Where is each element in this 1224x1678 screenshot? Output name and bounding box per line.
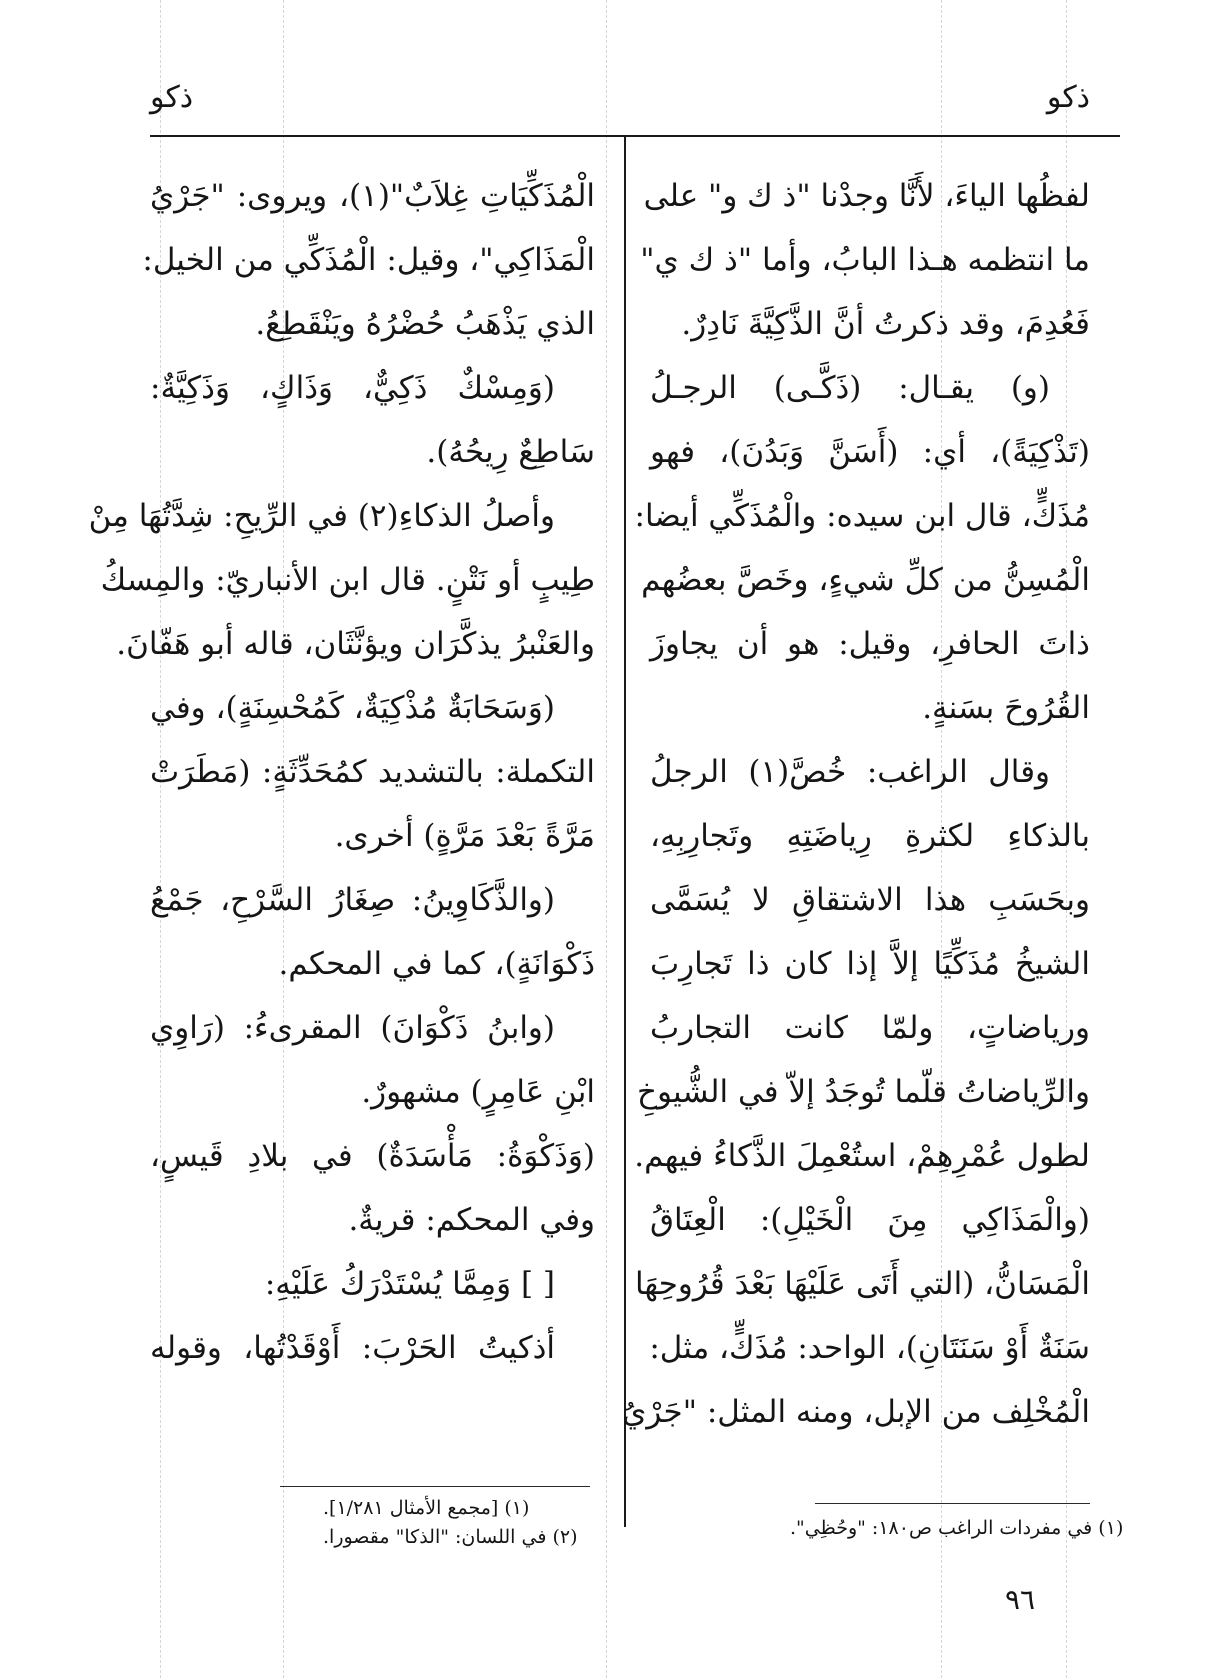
text-line: (وَذَكْوَةُ: مَأْسَدَةٌ) في بلادِ قَيسٍ، — [150, 1138, 595, 1174]
text-line: التكملة: بالتشديد كمُحَدِّثَةٍ: (مَطَرَتْ — [150, 754, 595, 790]
text-line: والعَنْبرُ يذكَّرَان ويؤنَّثَان، قاله أبو هَفّانَ. — [116, 626, 595, 662]
column-divider — [624, 137, 626, 1527]
text-line: (و) يقـال: (ذَكَّـى) الرجـلُ — [650, 370, 1050, 406]
text-line: الشيخُ مُذَكِّيًا إلاَّ إذا كان ذا تَجارِبَ — [650, 946, 1090, 982]
text-line: وقال الراغب: خُصَّ(١) الرجلُ — [650, 754, 1050, 790]
text-line: (وابنُ ذَكْوَانَ) المقرىءُ: (رَاوِي — [150, 1010, 555, 1046]
text-line: الْمَذَاكِي"، وقيل: الْمُذَكِّي من الخيل: — [142, 242, 595, 278]
text-line: لفظُها الياءَ، لأَنَّا وجدْنا "ذ ك و" على — [643, 178, 1090, 214]
text-line: طِيبٍ أو نَتْنٍ. قال ابن الأنباريّ: والمِسكُ — [100, 562, 595, 598]
text-line: (تَذْكِيَةً)، أي: (أَسَنَّ وَبَدُنَ)، فهو — [650, 434, 1090, 470]
text-line: (والْمَذَاكِي مِنَ الْخَيْلِ): الْعِتَاقُ — [650, 1202, 1090, 1238]
text-line: سَاطِعٌ رِيحُهُ). — [426, 434, 595, 470]
footnote-rule — [815, 1503, 1090, 1504]
text-line: وبحَسَبِ هذا الاشتقاقِ لا يُسَمَّى — [650, 882, 1090, 918]
footnote: (١) [مجمع الأمثال ١/٢٨١]. — [323, 1497, 530, 1519]
left-column — [88, 164, 596, 1380]
text-line: ورياضاتٍ، ولمّا كانت التجاربُ — [650, 1010, 1090, 1046]
text-line: ابْنِ عَامِرٍ) مشهورٌ. — [361, 1074, 595, 1110]
header-rule — [150, 135, 1120, 137]
text-line: [ ] وَمِمَّا يُسْتَدْرَكُ عَلَيْهِ: — [264, 1266, 555, 1302]
footnote: (٢) في اللسان: "الذكا" مقصورا. — [323, 1526, 578, 1548]
text-line: مُذَكٍّ، قال ابن سيده: والْمُذَكِّي أيضا: — [634, 498, 1090, 534]
running-head-right: ذكو — [1046, 80, 1090, 115]
text-line: وأصلُ الذكاءِ(٢) في الرِّيحِ: شِدَّتُهَا مِنْ — [88, 498, 555, 534]
text-line: لطول عُمْرِهِمْ، استُعْمِلَ الذَّكاءُ فيهم. — [634, 1138, 1090, 1174]
text-line: وفي المحكم: قريةٌ. — [348, 1202, 595, 1238]
page-number: ٩٦ — [1005, 1583, 1036, 1616]
footnote: (١) في مفردات الراغب ص١٨٠: "وحُظِي". — [790, 1517, 1124, 1539]
text-line: بالذكاءِ لكثرةِ رِياضَتِهِ وتَجارِبِهِ، — [650, 818, 1090, 854]
text-line: (والذَّكَاوِينُ: صِغَارُ السَّرْحِ، جَمْعُ — [150, 882, 555, 918]
text-line: مَرَّةً بَعْدَ مَرَّةٍ) أخرى. — [334, 818, 595, 854]
text-line: الْمُسِنُّ من كلِّ شيءٍ، وخَصَّ بعضُهم — [641, 562, 1090, 598]
text-line: ذَكْوَانَةٍ)، كما في المحكم. — [278, 946, 595, 982]
text-line: أذكيتُ الحَرْبَ: أَوْقَدْتُها، وقوله — [150, 1330, 555, 1366]
text-line: الْمُخْلِف من الإبل، ومنه المثل: "جَرْيُ — [622, 1394, 1090, 1430]
text-line: الْمَسَانُّ، (التي أَتَى عَلَيْهَا بَعْدَ قُرُوحِهَا — [634, 1266, 1090, 1302]
right-column — [622, 164, 1090, 1444]
text-line: فَعُدِمَ، وقد ذكرتُ أنَّ الذَّكِيَّةَ نَادِرٌ. — [681, 306, 1090, 342]
text-line: والرِّياضاتُ قلّما تُوجَدُ إلاّ في الشُّيوخِ — [637, 1074, 1090, 1110]
footnote-rule — [280, 1486, 590, 1487]
text-line: (وَسَحَابَةٌ مُذْكِيَةٌ، كَمُحْسِنَةٍ)، وفي — [150, 690, 555, 726]
text-line: ما انتظمه هـذا البابُ، وأما "ذ ك ي" — [640, 242, 1090, 278]
dictionary-page — [88, 0, 1124, 1678]
text-line: (وَمِسْكٌ ذَكِيٌّ، وَذَاكٍ، وَذَكِيَّةٌ: — [150, 370, 555, 406]
text-line: الذي يَذْهَبُ حُضْرُهُ ويَنْقَطِعُ. — [255, 306, 595, 342]
text-line: الْمُذَكِّيَاتِ غِلاَبٌ"(١)، ويروى: "جَرْيُ — [150, 178, 596, 214]
text-line: ذاتَ الحافرِ، وقيل: هو أن يجاوزَ — [650, 626, 1090, 662]
text-line: سَنَةٌ أَوْ سَنَتَانِ)، الواحد: مُذَكٍّ، مثل: — [649, 1330, 1090, 1366]
text-line: القُرُوحَ بسَنةٍ. — [922, 690, 1090, 726]
running-head-left: ذكو — [150, 80, 194, 115]
